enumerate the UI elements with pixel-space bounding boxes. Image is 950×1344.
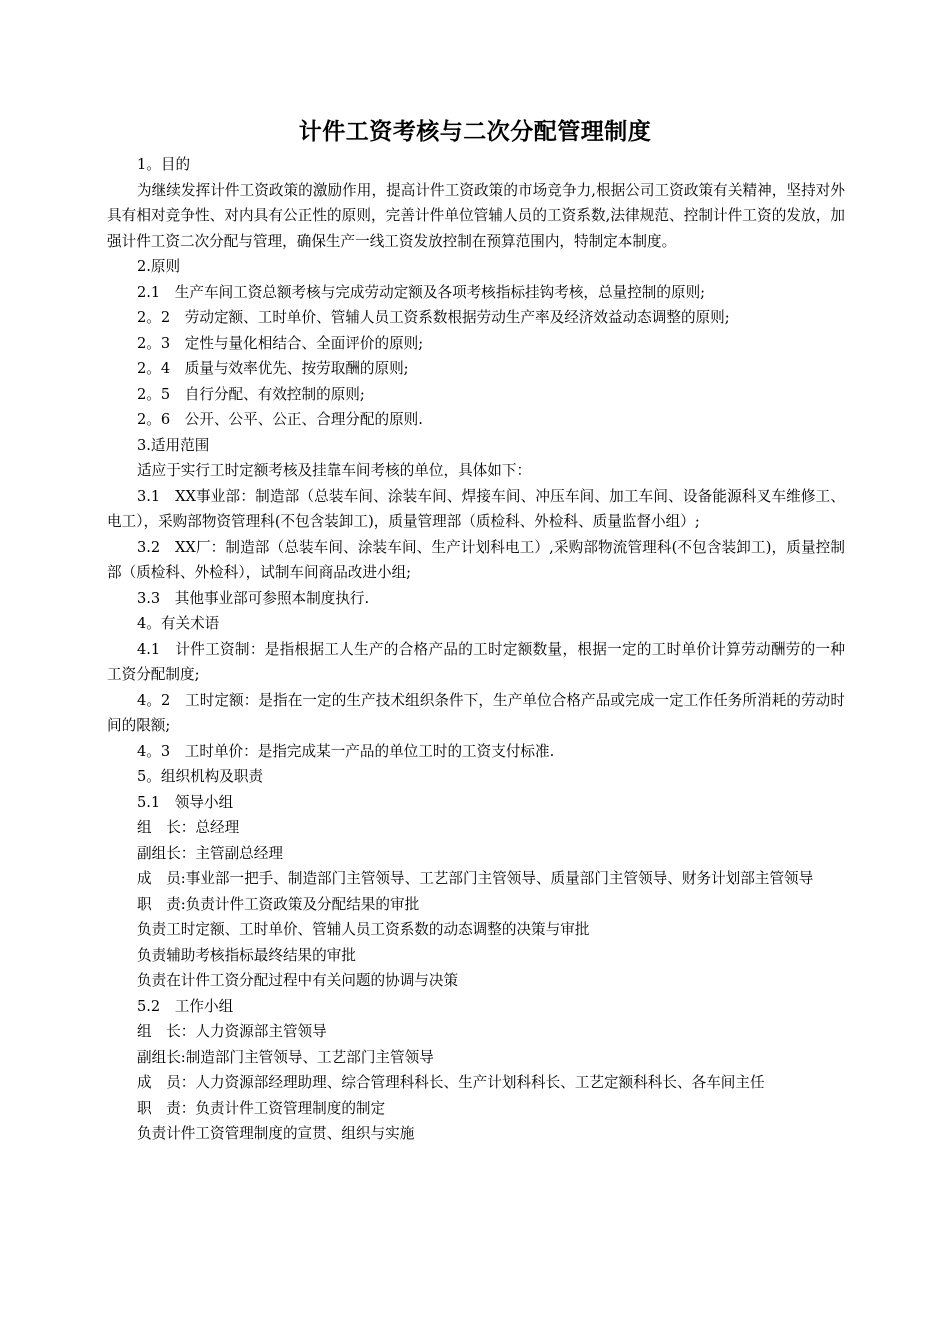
paragraph: 1。目的 xyxy=(137,156,191,173)
paragraph: 2。3 定性与量化相结合、全面评价的原则; xyxy=(137,334,424,352)
paragraph: 组 长：总经理 xyxy=(137,819,240,836)
paragraph: 3.适用范围 xyxy=(137,436,210,454)
paragraph: 职 责:负责计件工资政策及分配结果的审批 xyxy=(137,895,420,913)
paragraph: 3.2 XX厂：制造部（总装车间、涂装车间、生产计划科电工）,采购部物流管理科(不包含装卸工)，质量控制部（质检科、外检科），试制车间商品改进小组; xyxy=(107,538,845,581)
paragraph: 负责辅助考核指标最终结果的审批 xyxy=(137,946,356,964)
paragraph: 负责在计件工资分配过程中有关问题的协调与决策 xyxy=(137,972,459,989)
paragraph: 适应于实行工时定额考核及挂靠车间考核的单位，具体如下： xyxy=(137,462,532,479)
paragraph: 负责计件工资管理制度的宣贯、组织与实施 xyxy=(137,1125,415,1142)
paragraph: 3.1 XX事业部：制造部（总装车间、涂装车间、焊接车间、冲压车间、加工车间、设备能源科叉车维修工、电工），采购部物资管理科(不包含装卸工)，质量管理部（质检科、外检科、质量监督小组）; xyxy=(107,487,845,530)
paragraph: 2.1 生产车间工资总额考核与完成劳动定额及各项考核指标挂钩考核，总量控制的原则; xyxy=(137,283,706,301)
paragraph: 4。2 工时定额：是指在一定的生产技术组织条件下，生产单位合格产品或完成一定工作任务所消耗的劳动时间的限额; xyxy=(107,691,845,734)
paragraph: 4。有关术语 xyxy=(137,615,220,632)
paragraph: 4。3 工时单价：是指完成某一产品的单位工时的工资支付标准. xyxy=(137,742,555,760)
paragraph: 组 长：人力资源部主管领导 xyxy=(137,1023,327,1040)
paragraph: 为继续发挥计件工资政策的激励作用，提高计件工资政策的市场竞争力,根据公司工资政策有关精神，坚持对外具有相对竞争性、对内具有公正性的原则，完善计件单位管辅人员的工资系数,法律规范、控制计件工资的发放，加强计件工资二次分配与管理，确保生产一线工资发放控制在预算范围内，特制定本制度。 xyxy=(107,181,845,250)
paragraph: 5.2 工作小组 xyxy=(137,997,234,1015)
paragraph: 4.1 计件工资制：是指根据工人生产的合格产品的工时定额数量，根据一定的工时单价计算劳动酬劳的一种工资分配制度; xyxy=(107,640,845,683)
paragraph: 副组长:制造部门主管领导、工艺部门主管领导 xyxy=(137,1048,434,1066)
paragraph: 2。4 质量与效率优先、按劳取酬的原则; xyxy=(137,360,409,377)
paragraph: 职 责：负责计件工资管理制度的制定 xyxy=(137,1099,386,1117)
paragraph: 2.原则 xyxy=(137,258,181,275)
document-body xyxy=(107,152,845,1147)
paragraph: 成 员:事业部一把手、制造部门主管领导、工艺部门主管领导、质量部门主管领导、财务计划部主管领导 xyxy=(137,870,814,887)
document-title: 计件工资考核与二次分配管理制度 xyxy=(298,118,652,145)
paragraph: 5。组织机构及职责 xyxy=(137,768,264,785)
paragraph: 2。6 公开、公平、公正、合理分配的原则. xyxy=(137,411,423,428)
paragraph: 成 员：人力资源部经理助理、综合管理科科长、生产计划科科长、工艺定额科科长、各车间主任 xyxy=(137,1074,765,1091)
paragraph: 5.1 领导小组 xyxy=(137,793,234,811)
paragraph: 2。2 劳动定额、工时单价、管辅人员工资系数根据劳动生产率及经济效益动态调整的原则; xyxy=(137,309,730,326)
paragraph: 3.3 其他事业部可参照本制度执行. xyxy=(137,589,370,607)
paragraph: 副组长：主管副总经理 xyxy=(137,844,283,862)
paragraph: 负责工时定额、工时单价、管辅人员工资系数的动态调整的决策与审批 xyxy=(137,921,590,938)
paragraph: 2。5 自行分配、有效控制的原则; xyxy=(137,385,365,403)
